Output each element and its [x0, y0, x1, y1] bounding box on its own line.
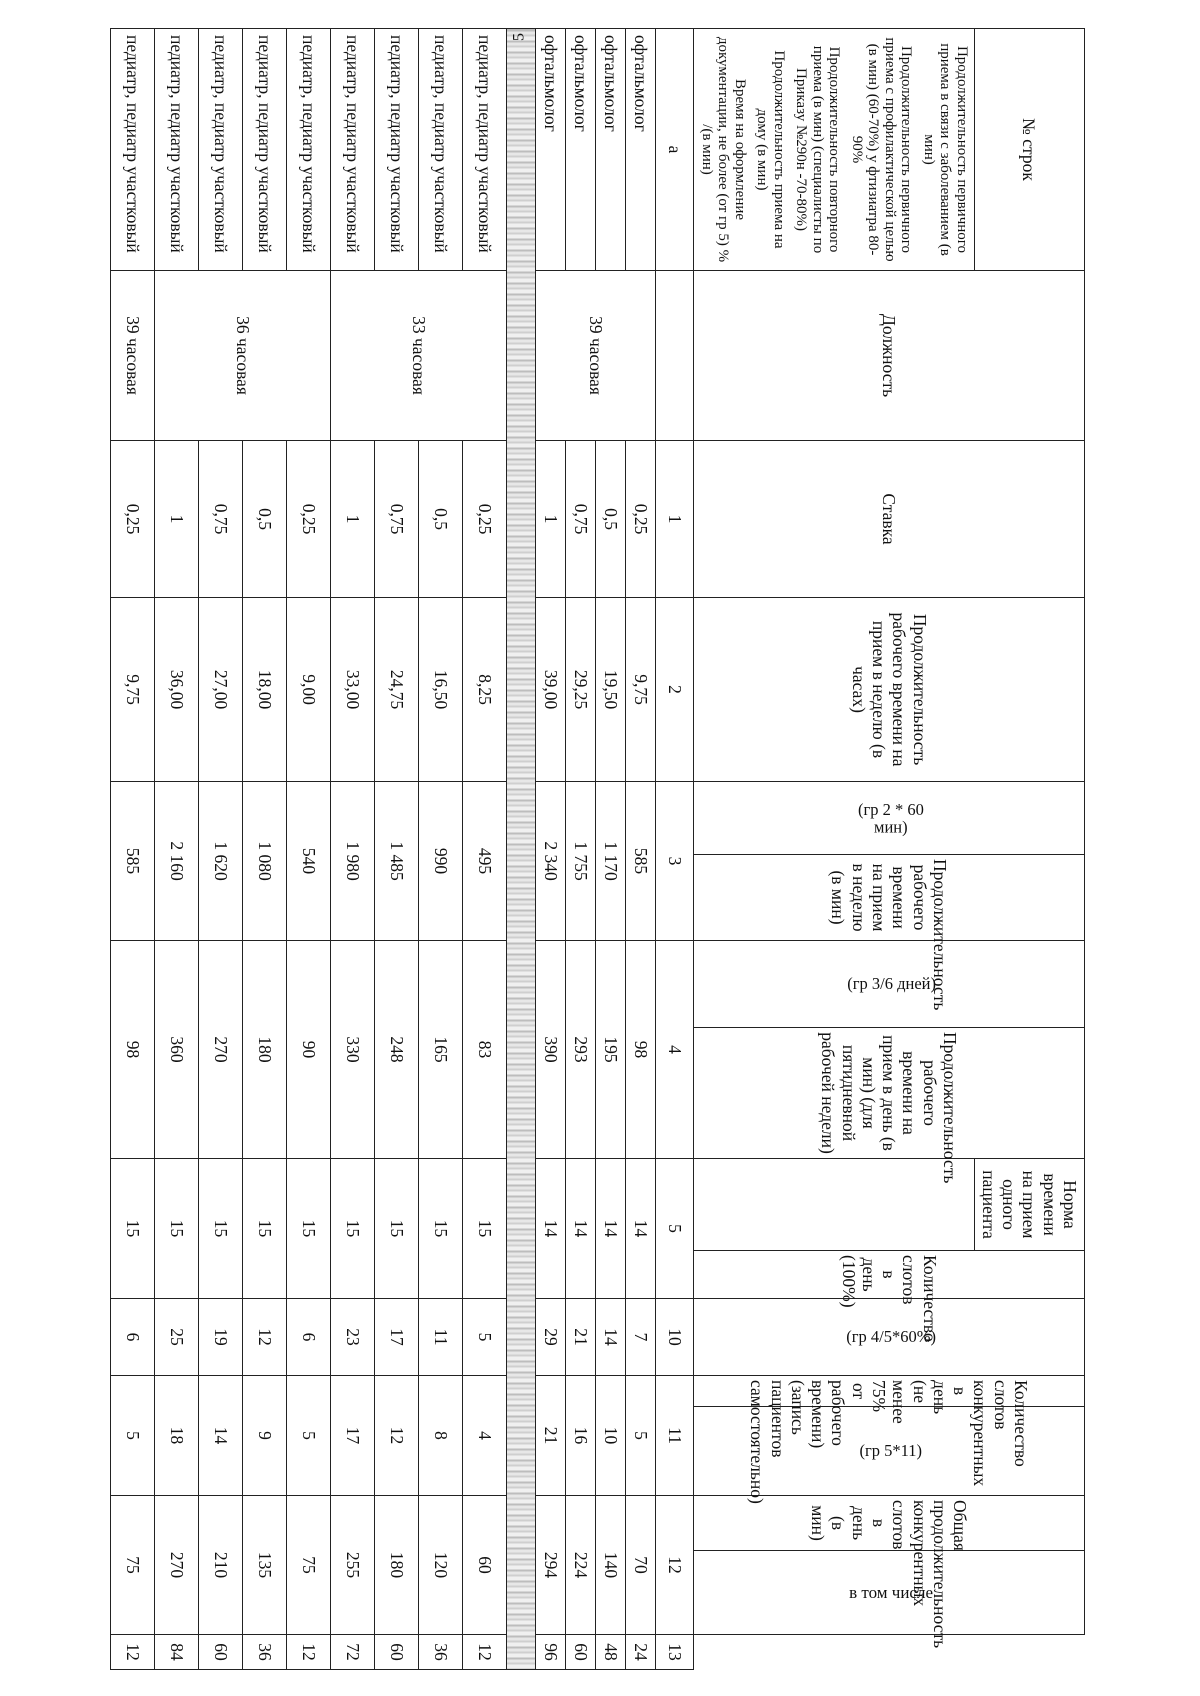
slots-cell: 6 [287, 1299, 331, 1376]
competitive-slots-formula: (гр 4/5*60%) [694, 1299, 1085, 1376]
work-type-cell: 33 часовая [331, 271, 507, 441]
rate-cell: 0,25 [111, 441, 155, 598]
slots-cell: 23 [331, 1299, 375, 1376]
col-number [656, 271, 694, 441]
noncompetitive-total-cell: 48 [596, 1635, 626, 1670]
rate-cell: 1 [155, 441, 199, 598]
competitive-slots-cell: 5 [287, 1376, 331, 1496]
preventive-visit-header: Продолжительность первичного приема с профилактической целью (в мин) (60-70%) у фтизиатра 80-90% [848, 37, 915, 262]
competitive-slots-header: Количество слотов конкурентных в день (не менее 75% от рабочего времени) (запись пациентов самостоятельно) [694, 1376, 1085, 1407]
slots-cell: 19 [199, 1299, 243, 1376]
competitive-total-cell: 180 [375, 1496, 419, 1635]
noncompetitive-total-cell: 36 [419, 1635, 463, 1670]
primary-visit-cell: 14 [536, 1159, 566, 1299]
noncompetitive-total-cell: 24 [626, 1635, 656, 1670]
separator-cell: 5 [507, 29, 536, 1670]
slots-cell: 12 [243, 1299, 287, 1376]
rate-cell: 0,5 [596, 441, 626, 598]
hours-cell: 16,50 [419, 598, 463, 782]
slots-cell: 17 [375, 1299, 419, 1376]
slots-cell: 7 [626, 1299, 656, 1376]
slots-cell: 21 [566, 1299, 596, 1376]
noncompetitive-total-cell: 12 [111, 1635, 155, 1670]
competitive-total-cell: 70 [626, 1496, 656, 1635]
slots-cell: 6 [111, 1299, 155, 1376]
competitive-slots-cell: 17 [331, 1376, 375, 1496]
minutes-week-cell: 2 160 [155, 782, 199, 941]
minutes-week-formula: (гр 2 * 60 мин) [694, 782, 1085, 855]
minutes-day-cell: 248 [375, 941, 419, 1159]
minutes-week-cell: 585 [626, 782, 656, 941]
primary-visit-cell: 15 [375, 1159, 419, 1299]
primary-visit-cell: 15 [199, 1159, 243, 1299]
competitive-total-header: Общая продолжительность конкурентных слотов в день (в мин) [694, 1496, 1085, 1551]
repeat-visit-header: Продолжительность повторного приема (в мин) (специалисты по Приказу №290н -70-80%) [793, 45, 843, 254]
minutes-day-cell: 360 [155, 941, 199, 1159]
minutes-day-formula: (гр 3/6 дней) [694, 941, 1085, 1028]
position-cell: педиатр, педиатр участковый [463, 29, 507, 271]
minutes-week-cell: 990 [419, 782, 463, 941]
slots-cell: 11 [419, 1299, 463, 1376]
slots-cell: 29 [536, 1299, 566, 1376]
primary-visit-cell: 15 [419, 1159, 463, 1299]
competitive-slots-cell: 9 [243, 1376, 287, 1496]
noncompetitive-total-cell: 36 [243, 1635, 287, 1670]
col-number: 10 [656, 1299, 694, 1376]
col-a-number: а [656, 29, 694, 271]
home-visit-header: Продолжительность приема на дому (в мин) [754, 50, 787, 249]
position-cell: педиатр, педиатр участковый [419, 29, 463, 271]
hours-cell: 8,25 [463, 598, 507, 782]
rate-header: Ставка [694, 441, 1085, 598]
col-number: 12 [656, 1496, 694, 1635]
norm-group-header: Норма времени на прием одного пациента [974, 1159, 1084, 1251]
minutes-day-cell: 98 [626, 941, 656, 1159]
table-row [463, 29, 507, 1670]
col-number: 1 [656, 441, 694, 598]
work-type-cell: 39 часовая [111, 271, 155, 441]
position-cell: педиатр, педиатр участковый [155, 29, 199, 271]
minutes-day-cell: 90 [287, 941, 331, 1159]
rate-cell: 1 [536, 441, 566, 598]
competitive-total-cell: 140 [596, 1496, 626, 1635]
minutes-day-cell: 390 [536, 941, 566, 1159]
hours-cell: 27,00 [199, 598, 243, 782]
position-cell: офтальмолог [626, 29, 656, 271]
col-number: 13 [656, 1635, 694, 1670]
primary-visit-header: Продолжительность первичного приема в связи с заболеванием (в мин) [920, 43, 970, 256]
competitive-slots-cell: 16 [566, 1376, 596, 1496]
position-cell: офтальмолог [566, 29, 596, 271]
col-number: 4 [656, 941, 694, 1159]
position-header: Должность [694, 271, 1085, 441]
noncompetitive-total-cell: 12 [463, 1635, 507, 1670]
noncompetitive-total-cell: 72 [331, 1635, 375, 1670]
minutes-week-cell: 1 485 [375, 782, 419, 941]
position-cell: офтальмолог [596, 29, 626, 271]
competitive-total-cell: 270 [155, 1496, 199, 1635]
competitive-slots-cell: 21 [536, 1376, 566, 1496]
rate-cell: 0,25 [287, 441, 331, 598]
minutes-day-cell: 98 [111, 941, 155, 1159]
slots-cell: 14 [596, 1299, 626, 1376]
minutes-week-cell: 540 [287, 782, 331, 941]
table-row [287, 29, 331, 1670]
rate-cell: 0,5 [419, 441, 463, 598]
noncompetitive-total-cell: 60 [566, 1635, 596, 1670]
primary-visit-cell: 15 [287, 1159, 331, 1299]
competitive-slots-cell: 14 [199, 1376, 243, 1496]
hours-cell: 9,75 [111, 598, 155, 782]
hours-cell: 9,00 [287, 598, 331, 782]
col-number: 5 [656, 1159, 694, 1299]
competitive-total-cell: 75 [287, 1496, 331, 1635]
competitive-total-cell: 255 [331, 1496, 375, 1635]
hours-cell: 39,00 [536, 598, 566, 782]
table-row [626, 29, 656, 1670]
work-type-cell: 39 часовая [536, 271, 656, 441]
minutes-day-cell: 293 [566, 941, 596, 1159]
competitive-slots-cell: 4 [463, 1376, 507, 1496]
col-number: 11 [656, 1376, 694, 1496]
noncompetitive-total-cell: 12 [287, 1635, 331, 1670]
incl-group-header: в том числе [694, 1551, 1085, 1635]
position-cell: педиатр, педиатр участковый [375, 29, 419, 271]
noncompetitive-total-cell: 84 [155, 1635, 199, 1670]
competitive-slots-cell: 5 [626, 1376, 656, 1496]
competitive-total-cell: 75 [111, 1496, 155, 1635]
minutes-week-cell: 2 340 [536, 782, 566, 941]
minutes-day-cell: 270 [199, 941, 243, 1159]
noncompetitive-total-cell: 60 [199, 1635, 243, 1670]
position-cell: педиатр, педиатр участковый [243, 29, 287, 271]
rate-cell: 0,25 [626, 441, 656, 598]
col-number: 3 [656, 782, 694, 941]
position-cell: педиатр, педиатр участковый [199, 29, 243, 271]
noncompetitive-total-cell: 60 [375, 1635, 419, 1670]
minutes-day-cell: 180 [243, 941, 287, 1159]
primary-visit-cell: 14 [596, 1159, 626, 1299]
minutes-day-cell: 165 [419, 941, 463, 1159]
minutes-day-header: Продолжительность рабочего времени на прием в день (в мин) (для пятидневной рабочей недели) [694, 1028, 1085, 1159]
scan-separator [507, 29, 536, 1670]
position-cell: офтальмолог [536, 29, 566, 271]
primary-visit-cell: 15 [463, 1159, 507, 1299]
competitive-total-cell: 135 [243, 1496, 287, 1635]
minutes-week-cell: 1 170 [596, 782, 626, 941]
rate-cell: 0,25 [463, 441, 507, 598]
primary-visit-cell: 15 [155, 1159, 199, 1299]
primary-visit-cell: 14 [566, 1159, 596, 1299]
rate-cell: 0,75 [566, 441, 596, 598]
hours-cell: 36,00 [155, 598, 199, 782]
column-number-row [656, 29, 694, 1670]
minutes-week-cell: 495 [463, 782, 507, 941]
position-cell: педиатр, педиатр участковый [287, 29, 331, 271]
hours-cell: 29,25 [566, 598, 596, 782]
work-type-cell: 36 часовая [155, 271, 331, 441]
slots-cell: 25 [155, 1299, 199, 1376]
competitive-slots-cell: 5 [111, 1376, 155, 1496]
header-row-top [974, 29, 1084, 1670]
hours-cell: 18,00 [243, 598, 287, 782]
minutes-week-cell: 1 620 [199, 782, 243, 941]
rate-cell: 0,5 [243, 441, 287, 598]
minutes-day-cell: 83 [463, 941, 507, 1159]
minutes-week-header: Продолжительность рабочего времени на прием в неделю (в мин) [694, 855, 1085, 941]
primary-visit-cell: 15 [331, 1159, 375, 1299]
slots-day-header: Количество слотов в день (100%) [694, 1251, 1085, 1299]
primary-visit-cell: 15 [111, 1159, 155, 1299]
minutes-week-cell: 585 [111, 782, 155, 941]
norm-subheaders [694, 29, 975, 271]
hours-cell: 33,00 [331, 598, 375, 782]
hours-cell: 9,75 [626, 598, 656, 782]
minutes-day-cell: 195 [596, 941, 626, 1159]
minutes-week-cell: 1 755 [566, 782, 596, 941]
rate-cell: 1 [331, 441, 375, 598]
competitive-slots-cell: 18 [155, 1376, 199, 1496]
table-row [111, 29, 155, 1670]
minutes-week-cell: 1 080 [243, 782, 287, 941]
noncompetitive-total-cell: 96 [536, 1635, 566, 1670]
competitive-slots-cell: 12 [375, 1376, 419, 1496]
rate-cell: 0,75 [375, 441, 419, 598]
competitive-total-cell: 120 [419, 1496, 463, 1635]
competitive-slots-cell: 10 [596, 1376, 626, 1496]
position-cell: педиатр, педиатр участковый [331, 29, 375, 271]
competitive-slots-cell: 8 [419, 1376, 463, 1496]
slots-cell: 5 [463, 1299, 507, 1376]
hours-cell: 24,75 [375, 598, 419, 782]
row-number-header: № строк [974, 29, 1084, 271]
col-number: 2 [656, 598, 694, 782]
primary-visit-cell: 15 [243, 1159, 287, 1299]
competitive-total-cell: 210 [199, 1496, 243, 1635]
competitive-total-cell: 60 [463, 1496, 507, 1635]
hours-cell: 19,50 [596, 598, 626, 782]
minutes-day-cell: 330 [331, 941, 375, 1159]
position-cell: педиатр, педиатр участковый [111, 29, 155, 271]
rate-cell: 0,75 [199, 441, 243, 598]
competitive-total-cell: 224 [566, 1496, 596, 1635]
primary-visit-cell: 14 [626, 1159, 656, 1299]
time-norm-table [110, 28, 1085, 1670]
documentation-header: Время на оформление документации, не более (от гр 5) % /(в мин) [698, 36, 748, 263]
competitive-total-formula: (гр 5*11) [694, 1407, 1085, 1496]
competitive-total-cell: 294 [536, 1496, 566, 1635]
hours-week-header: Продолжительность рабочего времени на прием в неделю (в часах) [694, 598, 1085, 782]
minutes-week-cell: 1 980 [331, 782, 375, 941]
